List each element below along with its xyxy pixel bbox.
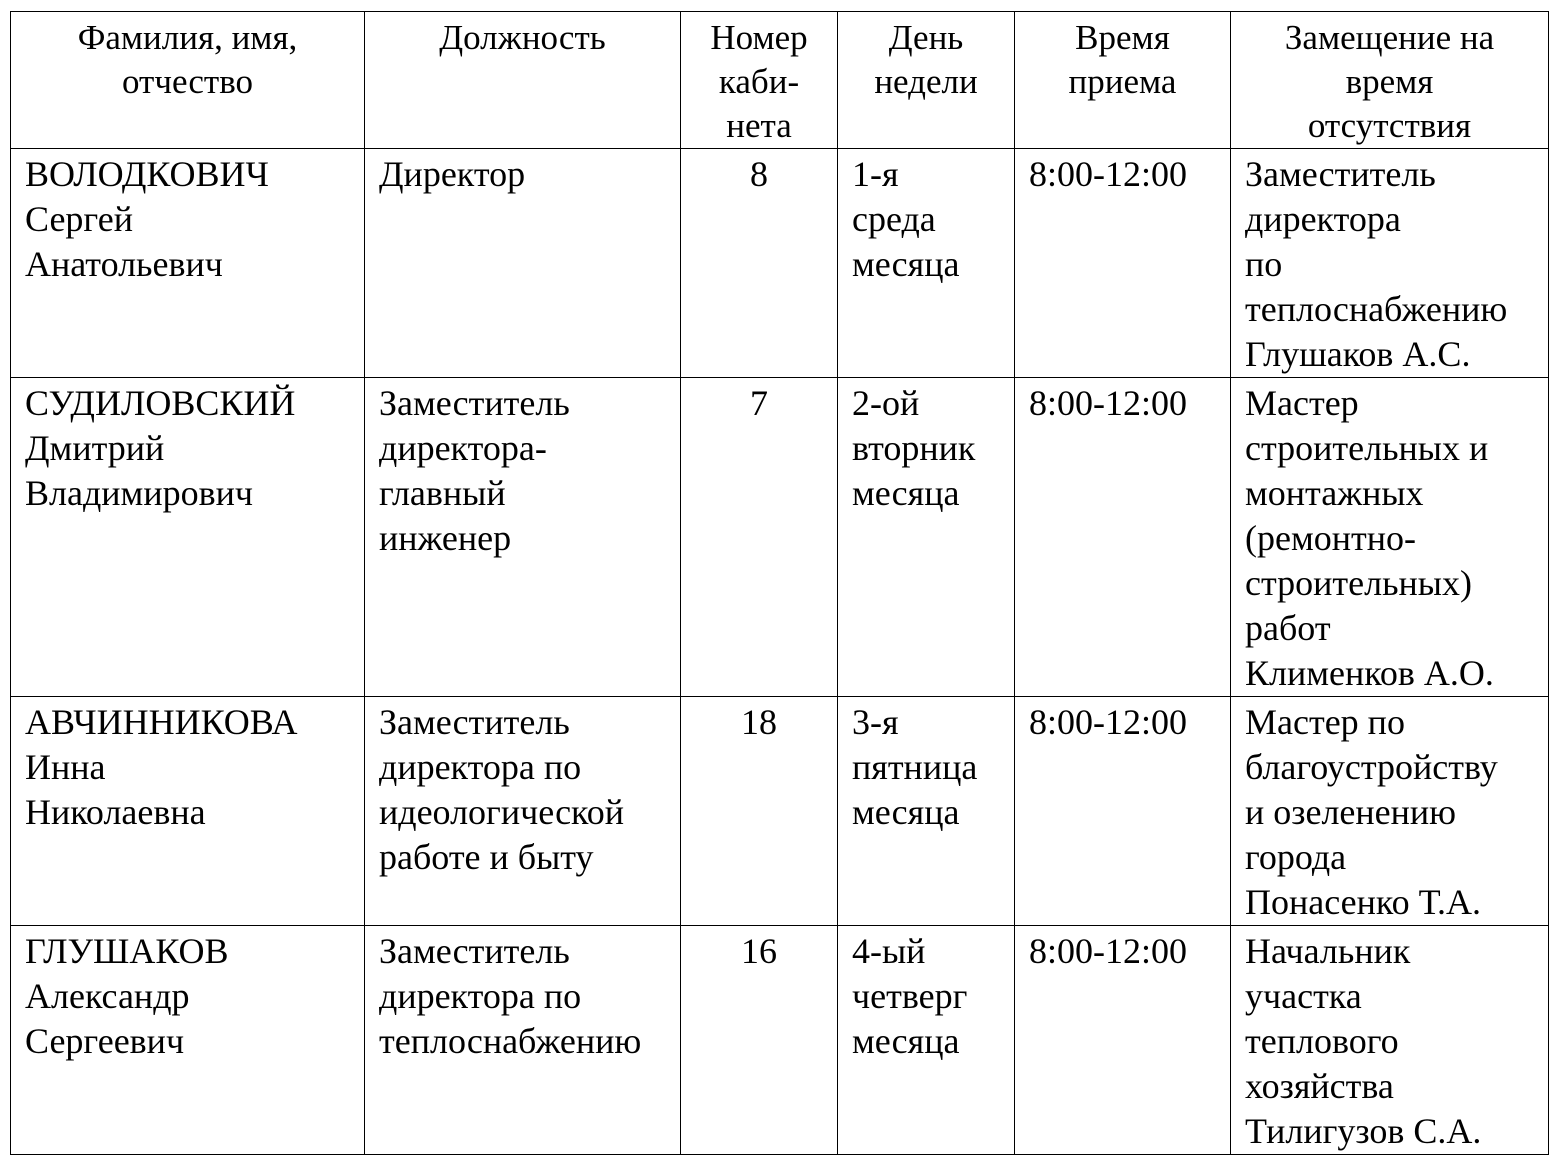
- cell-name: АВЧИННИКОВА Инна Николаевна: [11, 697, 365, 926]
- cell-time: 8:00-12:00: [1015, 926, 1231, 1155]
- cell-substitute: Мастер строительных и монтажных (ремонтно- строительных) работ Клименков А.О.: [1231, 378, 1549, 697]
- cell-day: 3-я пятница месяца: [838, 697, 1015, 926]
- cell-day: 2-ой вторник месяца: [838, 378, 1015, 697]
- cell-day: 1-я среда месяца: [838, 149, 1015, 378]
- cell-substitute: Начальник участка теплового хозяйства Тилигузов С.А.: [1231, 926, 1549, 1155]
- header-substitute: Замещение на время отсутствия: [1231, 12, 1549, 149]
- cell-room: 8: [681, 149, 838, 378]
- cell-position: Заместитель директора- главный инженер: [365, 378, 681, 697]
- header-position: Должность: [365, 12, 681, 149]
- table-row: [11, 149, 1549, 378]
- table-row: [11, 697, 1549, 926]
- cell-time: 8:00-12:00: [1015, 378, 1231, 697]
- header-time: Время приема: [1015, 12, 1231, 149]
- cell-time: 8:00-12:00: [1015, 697, 1231, 926]
- cell-position: Заместитель директора по теплоснабжению: [365, 926, 681, 1155]
- table-row: [11, 378, 1549, 697]
- cell-day: 4-ый четверг месяца: [838, 926, 1015, 1155]
- table-row: [11, 926, 1549, 1155]
- reception-schedule-table: [10, 11, 1549, 1155]
- header-day: День недели: [838, 12, 1015, 149]
- header-name: Фамилия, имя, отчество: [11, 12, 365, 149]
- cell-room: 7: [681, 378, 838, 697]
- header-room: Номер каби- нета: [681, 12, 838, 149]
- cell-name: ГЛУШАКОВ Александр Сергеевич: [11, 926, 365, 1155]
- cell-position: Заместитель директора по идеологической работе и быту: [365, 697, 681, 926]
- cell-substitute: Мастер по благоустройству и озеленению города Понасенко Т.А.: [1231, 697, 1549, 926]
- cell-room: 18: [681, 697, 838, 926]
- cell-time: 8:00-12:00: [1015, 149, 1231, 378]
- cell-substitute: Заместитель директора по теплоснабжению Глушаков А.С.: [1231, 149, 1549, 378]
- cell-position: Директор: [365, 149, 681, 378]
- cell-room: 16: [681, 926, 838, 1155]
- table-header-row: [11, 12, 1549, 149]
- cell-name: ВОЛОДКОВИЧ Сергей Анатольевич: [11, 149, 365, 378]
- cell-name: СУДИЛОВСКИЙ Дмитрий Владимирович: [11, 378, 365, 697]
